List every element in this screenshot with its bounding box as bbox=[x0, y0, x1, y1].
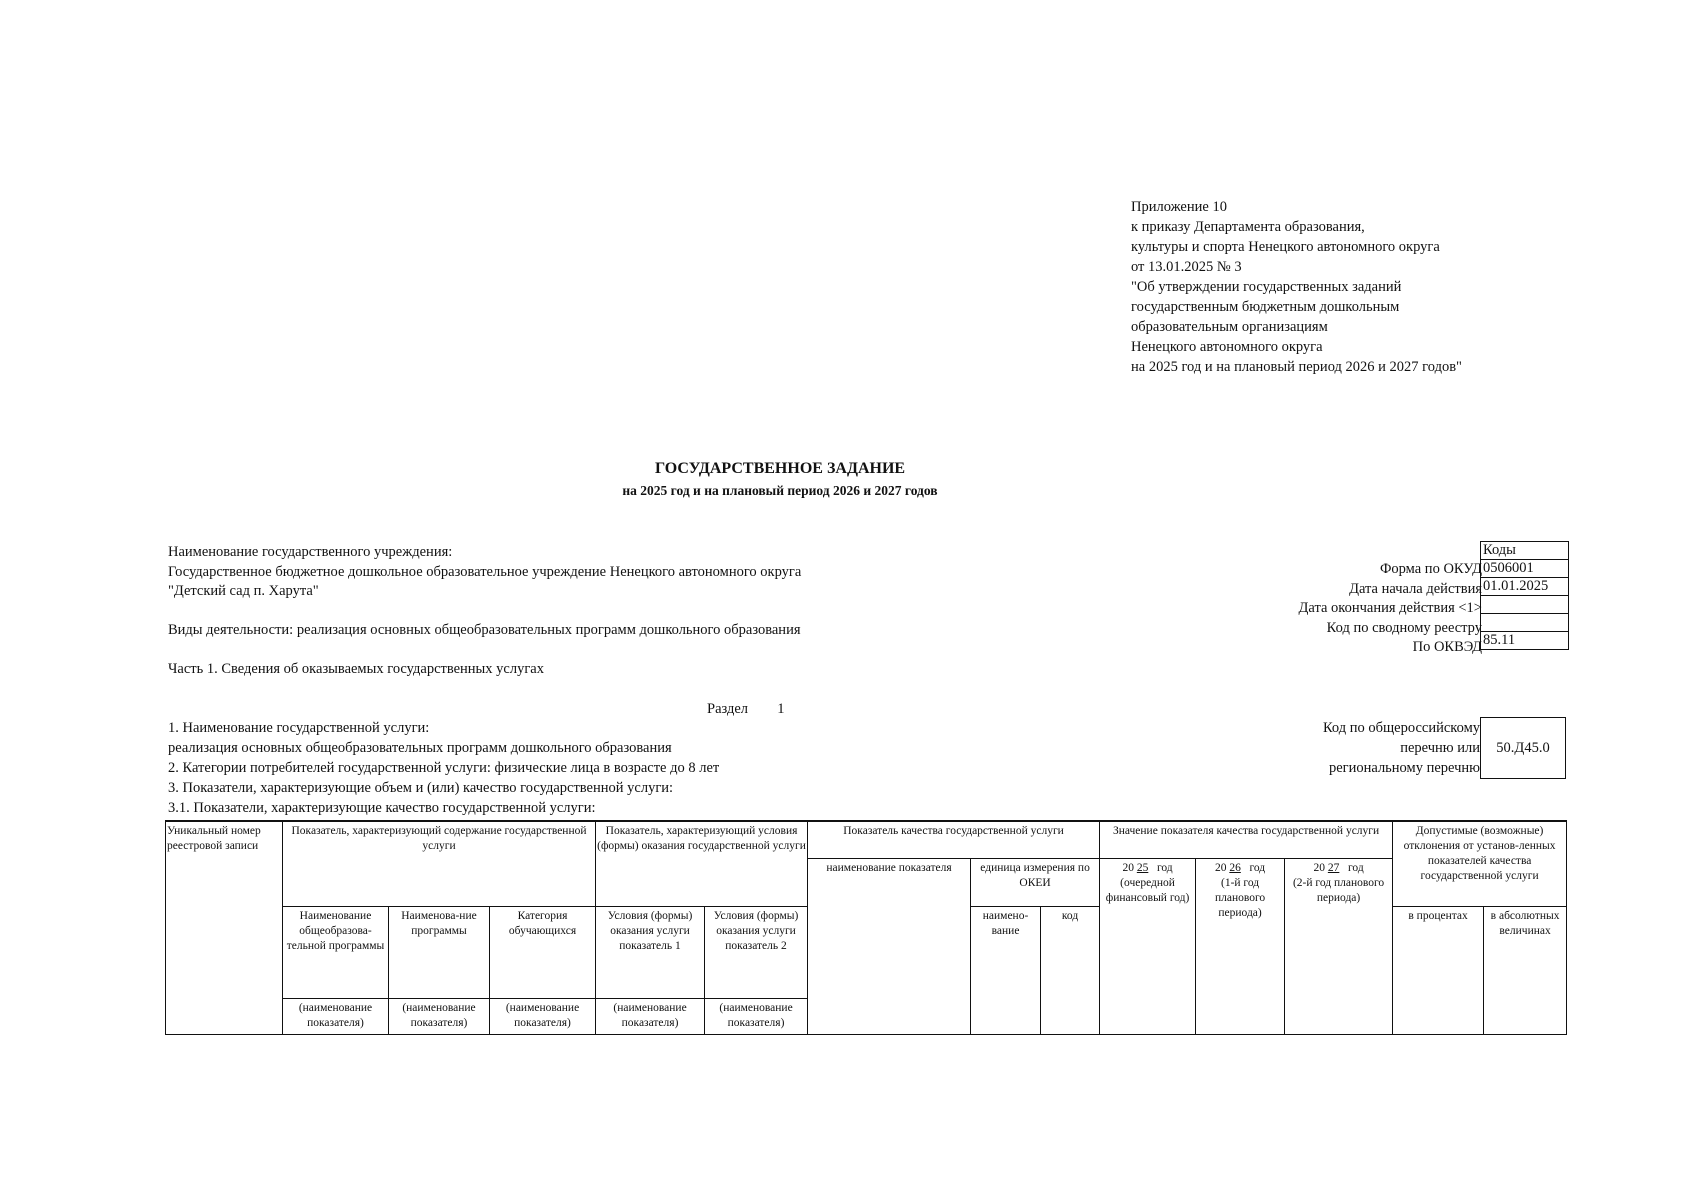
deviation-percent-header: в процентах bbox=[1393, 906, 1484, 1034]
deviation-header: Допустимые (возможные) отклонения от установ-ленных показателей качества государственной услуги bbox=[1393, 821, 1567, 906]
registry-labels bbox=[1323, 718, 1480, 778]
condition-1-header: Условия (формы) оказания услуги показатель 1 bbox=[596, 906, 705, 998]
year-2027-note: (2-й год планового периода) bbox=[1292, 876, 1385, 904]
institution-name-line2: "Детский сад п. Харута" bbox=[168, 583, 319, 599]
year-2026-header: 20 26 год (1-й год планового периода) bbox=[1196, 858, 1285, 1034]
document-subtitle: на 2025 год и на плановый период 2026 и 2027 годов bbox=[622, 483, 938, 498]
year-2027-header: 20 27 год (2-й год планового периода) bbox=[1285, 858, 1393, 1034]
code-value-okved: 85.11 bbox=[1481, 632, 1569, 650]
code-label-okud: Форма по ОКУД bbox=[1379, 561, 1482, 577]
program-type-header: Наименование общеобразова-тельной программы bbox=[283, 906, 389, 998]
indicator-value-header: Значение показателя качества государственной услуги bbox=[1100, 821, 1393, 858]
annex-line: "Об утверждении государственных заданий bbox=[1131, 279, 1402, 295]
annex-block bbox=[1131, 197, 1462, 377]
content-indicator-header: Показатель, характеризующий содержание государственной услуги bbox=[283, 821, 596, 906]
code-value-okud: 0506001 bbox=[1481, 560, 1569, 578]
consumer-categories: 2. Категории потребителей государственной услуги: физические лица в возрасте до 8 лет bbox=[168, 760, 720, 776]
unit-code-header: код bbox=[1041, 906, 1100, 1034]
spacer bbox=[168, 602, 801, 622]
registry-code-box bbox=[1480, 717, 1566, 779]
sub-label-5: (наименование показателя) bbox=[705, 998, 808, 1034]
code-label-okved: По ОКВЭД bbox=[1412, 639, 1482, 655]
annex-line: на 2025 год и на плановый период 2026 и 2027 годов" bbox=[1131, 359, 1462, 375]
unique-registry-number-header: Уникальный номер реестровой записи bbox=[166, 821, 283, 1034]
registry-label-line2: перечню или bbox=[1400, 740, 1480, 756]
quality-indicators-heading: 3.1. Показатели, характеризующие качество государственной услуги: bbox=[168, 800, 596, 816]
year-2025-header: 20 25 год (очередной финансовый год) bbox=[1100, 858, 1196, 1034]
annex-line: образовательным организациям bbox=[1131, 319, 1328, 335]
service-name-label: 1. Наименование государственной услуги: bbox=[168, 720, 430, 736]
service-block bbox=[168, 718, 719, 818]
codes-table bbox=[1480, 541, 1569, 650]
institution-name-line1: Государственное бюджетное дошкольное образовательное учреждение Ненецкого автономного округа bbox=[168, 563, 802, 580]
year-2026-value: 26 bbox=[1229, 861, 1241, 874]
registry-code: 50.Д45.0 bbox=[1496, 739, 1550, 756]
unit-name-header: наимено-вание bbox=[971, 906, 1041, 1034]
code-value-end-date bbox=[1481, 596, 1569, 614]
code-value-registry bbox=[1481, 614, 1569, 632]
document-title: ГОСУДАРСТВЕННОЕ ЗАДАНИЕ bbox=[654, 460, 906, 477]
annex-line: к приказу Департамента образования, bbox=[1131, 219, 1365, 235]
codes-labels bbox=[1299, 560, 1483, 658]
part-title: Часть 1. Сведения об оказываемых государственных услугах bbox=[168, 661, 544, 677]
annex-line: Приложение 10 bbox=[1131, 199, 1227, 215]
activity-type: Виды деятельности: реализация основных общеобразовательных программ дошкольного образования bbox=[168, 622, 801, 638]
sub-label-4: (наименование показателя) bbox=[596, 998, 705, 1034]
code-value-start-date: 01.01.2025 bbox=[1481, 578, 1569, 596]
section-number: 1 bbox=[777, 701, 785, 717]
code-label-registry: Код по сводному реестру bbox=[1326, 619, 1482, 636]
code-label-start-date: Дата начала действия bbox=[1349, 580, 1482, 597]
registry-label-line3: региональному перечню bbox=[1328, 760, 1480, 776]
sub-label-1: (наименование показателя) bbox=[283, 998, 389, 1034]
deviation-absolute-header: в абсолютных величинах bbox=[1484, 906, 1567, 1034]
unit-okei-header: единица измерения по ОКЕИ bbox=[971, 858, 1100, 906]
year-2027-value: 27 bbox=[1327, 861, 1340, 874]
indicator-name-header: наименование показателя bbox=[808, 858, 971, 1034]
program-name-header: Наименова-ние программы bbox=[389, 906, 490, 998]
year-2025-value: 25 bbox=[1136, 861, 1149, 874]
annex-line: культуры и спорта Ненецкого автономного округа bbox=[1131, 239, 1440, 255]
student-category-header: Категория обучающихся bbox=[490, 906, 596, 998]
section-label: Раздел bbox=[707, 701, 749, 717]
year-2025-note: (очередной финансовый год) bbox=[1105, 876, 1190, 904]
sub-label-3: (наименование показателя) bbox=[490, 998, 596, 1034]
annex-line: от 13.01.2025 № 3 bbox=[1131, 259, 1242, 275]
conditions-indicator-header: Показатель, характеризующий условия (формы) оказания государственной услуги bbox=[596, 821, 808, 906]
condition-2-header: Условия (формы) оказания услуги показатель 2 bbox=[705, 906, 808, 998]
year-2026-note: (1-й год планового периода) bbox=[1214, 876, 1266, 919]
sub-label-2: (наименование показателя) bbox=[389, 998, 490, 1034]
codes-header: Коды bbox=[1481, 542, 1569, 560]
institution-block bbox=[168, 543, 801, 641]
service-name: реализация основных общеобразовательных программ дошкольного образования bbox=[168, 740, 672, 756]
code-label-end-date: Дата окончания действия <1> bbox=[1298, 600, 1482, 616]
annex-line: государственным бюджетным дошкольным bbox=[1131, 299, 1400, 315]
registry-label-line1: Код по общероссийскому bbox=[1322, 720, 1480, 736]
quality-indicator-header: Показатель качества государственной услуги bbox=[808, 821, 1100, 858]
institution-label: Наименование государственного учреждения: bbox=[168, 544, 453, 560]
section-heading bbox=[707, 699, 785, 719]
annex-line: Ненецкого автономного округа bbox=[1131, 339, 1323, 355]
indicators-heading: 3. Показатели, характеризующие объем и (или) качество государственной услуги: bbox=[168, 780, 674, 796]
quality-indicators-table bbox=[165, 820, 1567, 1035]
